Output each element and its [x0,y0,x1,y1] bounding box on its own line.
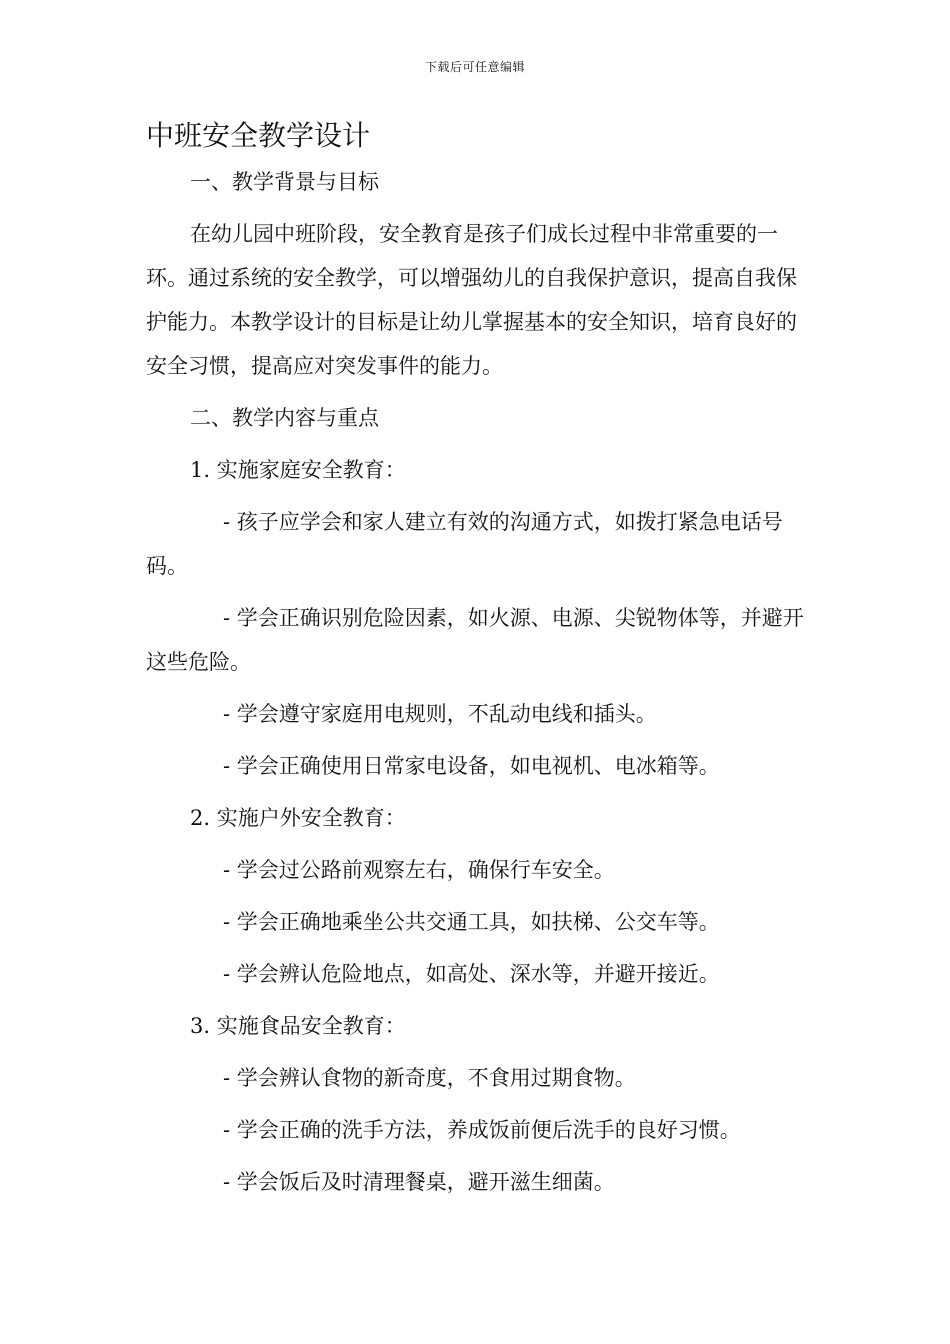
bullet-item: - 学会正确地乘坐公共交通工具，如扶梯、公交车等。 [223,910,720,934]
background-paragraph: 在幼儿园中班阶段，安全教育是孩子们成长过程中非常重要的一环。通过系统的安全教学，可以增强幼儿的自我保护意识，提高自我保护能力。本教学设计的目标是让幼儿掌握基本的安全知识，培育良好的安全习惯，提高应对突发事件的能力。 [146,222,797,378]
bullet-item: - 学会过公路前观察左右，确保行车安全。 [223,858,615,882]
list-item-outdoor-safety: 2. 实施户外安全教育： [190,806,406,830]
bullet-item: - 孩子应学会和家人建立有效的沟通方式，如拨打紧急电话号码。 [146,510,783,578]
bullet-item: - 学会正确识别危险因素，如火源、电源、尖锐物体等，并避开这些危险。 [146,606,804,674]
bullet-item: - 学会饭后及时清理餐桌，避开滋生细菌。 [223,1170,615,1194]
header-note: 下载后可任意编辑 [424,60,525,74]
section-heading-content: 二、教学内容与重点 [190,406,379,430]
list-item-home-safety: 1. 实施家庭安全教育： [190,458,406,482]
document-body [146,112,806,1204]
bullet-item: - 学会辨认危险地点，如高处、深水等，并避开接近。 [223,962,720,986]
bullet-item: - 学会辨认食物的新奇度，不食用过期食物。 [223,1066,636,1090]
bullet-item: - 学会正确使用日常家电设备，如电视机、电冰箱等。 [223,754,720,778]
bullet-item: - 学会正确的洗手方法，养成饭前便后洗手的良好习惯。 [223,1118,741,1142]
document-title: 中班安全教学设计 [146,119,371,152]
list-item-food-safety: 3. 实施食品安全教育： [190,1014,406,1038]
section-heading-background: 一、教学背景与目标 [190,170,379,194]
bullet-item: - 学会遵守家庭用电规则，不乱动电线和插头。 [223,702,657,726]
